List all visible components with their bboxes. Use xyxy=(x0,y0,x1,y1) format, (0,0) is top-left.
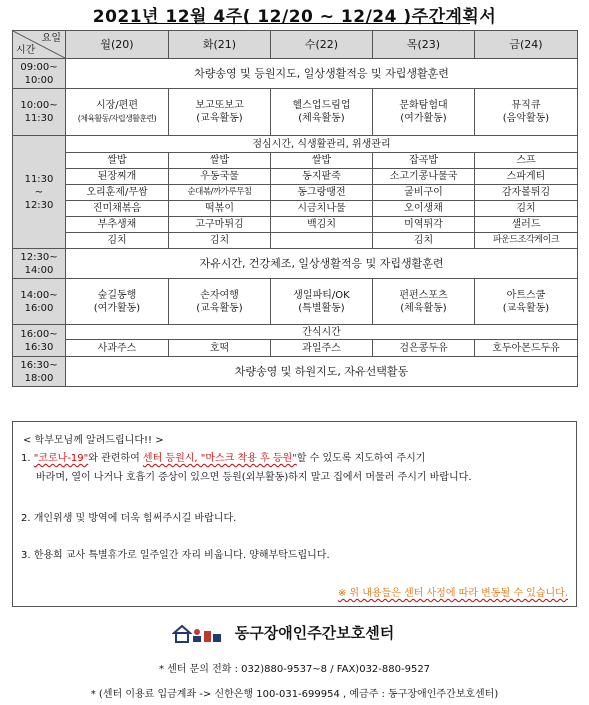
notice-item-2: 2. 개인위생 및 방역에 더욱 힘써주시길 바랍니다. xyxy=(21,513,237,524)
menu-item: 김치 xyxy=(169,233,271,249)
lunch-heading: 점심시간, 식생활관리, 위생관리 xyxy=(66,136,578,153)
menu-row xyxy=(13,217,578,233)
menu-item: 잡곡밥 xyxy=(373,153,475,169)
parent-notice-box xyxy=(12,421,577,607)
snack-item: 사과주스 xyxy=(66,340,169,357)
time-cell: 09:00~ 10:00 xyxy=(13,59,66,89)
menu-item: 김치 xyxy=(475,201,578,217)
menu-item: 떡볶이 xyxy=(169,201,271,217)
time-cell: 14:00~ 16:00 xyxy=(13,279,66,325)
notice-item-1-continued: 바라며, 열이 나거나 호흡기 증상이 있으면 등원(외부활동)하지 말고 집에서 머물러 주시기 바랍니다. xyxy=(36,472,472,483)
row-lunch-heading xyxy=(13,136,578,153)
day-header: 화(21) xyxy=(169,31,271,59)
snack-item: 검은콩두유 xyxy=(373,340,475,357)
menu-item: 순대볶/까가루무침 xyxy=(169,185,271,201)
menu-item: 된장찌개 xyxy=(66,169,169,185)
menu-item: 진미채볶음 xyxy=(66,201,169,217)
corner-cell xyxy=(13,31,66,59)
mask-text: 센터 등원시, "마스크 착용 후 등원" xyxy=(142,453,297,464)
row-departure xyxy=(13,357,578,387)
menu-item: 소고기콩나물국 xyxy=(373,169,475,185)
menu-item: 샐러드 xyxy=(475,217,578,233)
header-row xyxy=(13,31,578,59)
weekly-schedule-table xyxy=(12,30,578,387)
day-header: 월(20) xyxy=(66,31,169,59)
activity-cell: 차량송영 및 등원지도, 일상생활적응 및 자립생활훈련 xyxy=(66,59,578,89)
activity-cell: 자유시간, 건강체조, 일상생활적응 및 자립생활훈련 xyxy=(66,249,578,279)
menu-row xyxy=(13,201,578,217)
row-morning-arrival xyxy=(13,59,578,89)
snack-item: 호떡 xyxy=(169,340,271,357)
row-free-time xyxy=(13,249,578,279)
menu-item: 굴비구이 xyxy=(373,185,475,201)
menu-item: 우동국물 xyxy=(169,169,271,185)
weekday-label: 요일 xyxy=(41,33,61,44)
center-name: 동구장애인주간보호센터 xyxy=(234,624,395,642)
menu-item: 스파게티 xyxy=(475,169,578,185)
program-cell: 펀펀스포츠 (체육활동) xyxy=(373,279,475,325)
menu-item: 쌀밥 xyxy=(66,153,169,169)
snack-item: 과일주스 xyxy=(271,340,373,357)
menu-item: 김치 xyxy=(66,233,169,249)
title-underline xyxy=(120,23,470,24)
program-cell: 뮤직큐 (음악활동) xyxy=(475,89,578,136)
notice-item-3: 3. 한용희 교사 특별휴가로 일주일간 자리 비웁니다. 양해부탁드립니다. xyxy=(21,550,330,561)
program-cell: 아트스쿨 (교육활동) xyxy=(475,279,578,325)
menu-item: 오리훈제/무쌈 xyxy=(66,185,169,201)
snack-row xyxy=(13,340,578,357)
time-cell: 11:30 ~ 12:30 xyxy=(13,136,66,249)
time-cell: 12:30~ 14:00 xyxy=(13,249,66,279)
program-cell: 시장/편편 (체육활동/자립생활훈련) xyxy=(66,89,169,136)
notice-heading: < 학부모님께 알려드립니다!! > xyxy=(23,435,164,446)
page-title: 2021년 12월 4주( 12/20 ~ 12/24 )주간계획서 xyxy=(92,7,497,27)
row-afternoon-program xyxy=(13,279,578,325)
notice-item-1: 1. "코로나-19"와 관련하여 센터 등원시, "마스크 착용 후 등원"할 수 있도록 지도하여 주시기 xyxy=(21,453,426,464)
day-header: 목(23) xyxy=(373,31,475,59)
menu-item: 고구마튀김 xyxy=(169,217,271,233)
row-morning-program xyxy=(13,89,578,136)
program-cell: 보고또보고 (교육활동) xyxy=(169,89,271,136)
menu-row xyxy=(13,169,578,185)
time-cell: 16:30~ 18:00 xyxy=(13,357,66,387)
menu-item: 백김치 xyxy=(271,217,373,233)
menu-item: 스프 xyxy=(475,153,578,169)
contact-line: * 센터 문의 전화 : 032)880-9537~8 / FAX)032-880-9527 xyxy=(158,664,431,675)
time-label: 시간 xyxy=(16,45,36,56)
menu-row xyxy=(13,185,578,201)
day-header: 금(24) xyxy=(475,31,578,59)
menu-item: 동지팥죽 xyxy=(271,169,373,185)
program-cell: 손자여행 (교육활동) xyxy=(169,279,271,325)
menu-item: 쌀밥 xyxy=(271,153,373,169)
day-header: 수(22) xyxy=(271,31,373,59)
program-cell: 숲길동행 (여가활동) xyxy=(66,279,169,325)
row-snack-heading xyxy=(13,325,578,340)
bank-account-line: * (센터 이용료 입금계좌 -> 신한은행 100-031-699954 , 예금주 : 동구장애인주간보호센터) xyxy=(90,689,499,700)
menu-item: 쌀밥 xyxy=(169,153,271,169)
program-cell: 생일파티/OK (특별활동) xyxy=(271,279,373,325)
snack-item: 호두아몬드두유 xyxy=(475,340,578,357)
menu-item: 동그랑땡전 xyxy=(271,185,373,201)
menu-item: 미역튀각 xyxy=(373,217,475,233)
menu-item: 김치 xyxy=(373,233,475,249)
time-cell: 10:00~ 11:30 xyxy=(13,89,66,136)
menu-row xyxy=(13,153,578,169)
snack-heading: 간식시간 xyxy=(66,325,578,340)
menu-item: 부추생채 xyxy=(66,217,169,233)
menu-item: 시금치나물 xyxy=(271,201,373,217)
menu-item xyxy=(271,233,373,249)
program-cell: 문화탐험대 (여가활동) xyxy=(373,89,475,136)
menu-item: 오이생채 xyxy=(373,201,475,217)
activity-cell: 차량송영 및 하원지도, 자유선택활동 xyxy=(66,357,578,387)
covid-text: "코로나-19" xyxy=(33,453,89,464)
time-cell: 16:00~ 16:30 xyxy=(13,325,66,357)
notice-footnote: ※ 위 내용들은 센터 사정에 따라 변동될 수 있습니다. xyxy=(337,588,568,599)
program-cell: 헬스업드림업 (체육활동) xyxy=(271,89,373,136)
menu-item: 감자볼튀김 xyxy=(475,185,578,201)
menu-item: 파운드조각케이크 xyxy=(475,233,578,249)
menu-row xyxy=(13,233,578,249)
